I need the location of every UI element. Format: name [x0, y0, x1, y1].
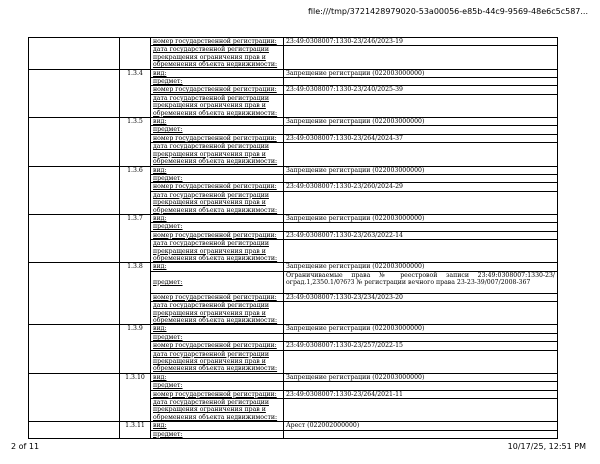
print-datetime: 10/17/25, 12:51 PM [507, 442, 586, 451]
type-value: Запрещение регистрации (022003000000) [284, 166, 558, 174]
type-value: Запрещение регистрации (022003000000) [284, 118, 558, 126]
termination-date-value [284, 143, 558, 166]
margin-cell [29, 373, 120, 421]
termination-date-value [284, 399, 558, 422]
type-value: Запрещение регистрации (022003000000) [284, 214, 558, 222]
registration-number-value: 23:49:0308007:1330-23/260/2024-29 [284, 183, 558, 191]
subject-label: предмет: [151, 382, 284, 390]
item-number: 1.3.8 [120, 263, 151, 325]
type-value: Запрещение регистрации (022003000000) [284, 325, 558, 333]
termination-date-label: дата государственной регистрации прекращения ограничения прав и обременения объекта недвижимости: [151, 94, 284, 117]
page-url: file:///tmp/3721428979020-53a00056-e85b-44c9-9569-48e6c5c587... [308, 7, 588, 16]
subject-value [284, 126, 558, 134]
item-number: 1.3.5 [120, 118, 151, 166]
margin-cell [29, 38, 120, 70]
type-label: вид: [151, 214, 284, 222]
item-number: 1.3.7 [120, 214, 151, 262]
subject-label: предмет: [151, 126, 284, 134]
registration-number-label: номер государственной регистрации: [151, 293, 284, 301]
registration-number-value: 23:49:0308007:1330-23/264/2021-11 [284, 390, 558, 398]
item-number: 1.3.9 [120, 325, 151, 373]
subject-label: предмет: [151, 223, 284, 231]
termination-date-label: дата государственной регистрации прекращения ограничения прав и обременения объекта недвижимости: [151, 46, 284, 69]
item-number: 1.3.6 [120, 166, 151, 214]
margin-cell [29, 69, 120, 117]
margin-cell [29, 214, 120, 262]
registration-number-label: номер государственной регистрации: [151, 38, 284, 46]
type-label: вид: [151, 325, 284, 333]
subject-label: предмет: [151, 430, 284, 438]
termination-date-value [284, 240, 558, 263]
type-label: вид: [151, 422, 284, 430]
type-label: вид: [151, 118, 284, 126]
subject-label: предмет: [151, 78, 284, 86]
subject-value: Ограничиваемые права № реестровой записи 23:49:0308007:1330-23/оград.1,2350.1/0?6?3 № регистрации вечного права 23-23-39/007/2008-367 [284, 271, 558, 293]
subject-value [284, 174, 558, 182]
subject-label: предмет: [151, 333, 284, 341]
registration-number-value: 23:49:0308007:1330-23/264/2024-37 [284, 134, 558, 142]
registration-number-label: номер государственной регистрации: [151, 183, 284, 191]
subject-label: предмет: [151, 271, 284, 293]
type-value: Запрещение регистрации (022003000000) [284, 69, 558, 77]
termination-date-value [284, 46, 558, 69]
subject-value [284, 382, 558, 390]
termination-date-label: дата государственной регистрации прекращения ограничения прав и обременения объекта недвижимости: [151, 143, 284, 166]
registration-number-label: номер государственной регистрации: [151, 390, 284, 398]
page-indicator: 2 of 11 [11, 442, 40, 451]
registration-number-label: номер государственной регистрации: [151, 134, 284, 142]
type-value: Запрещение регистрации (022003000000) [284, 373, 558, 381]
margin-cell [29, 263, 120, 325]
type-label: вид: [151, 373, 284, 381]
subject-value [284, 333, 558, 341]
subject-label: предмет: [151, 174, 284, 182]
termination-date-value [284, 302, 558, 325]
registration-number-value: 23:49:0308007:1330-23/263/2022-14 [284, 231, 558, 239]
margin-cell [29, 166, 120, 214]
termination-date-value [284, 191, 558, 214]
registration-number-label: номер государственной регистрации: [151, 342, 284, 350]
type-label: вид: [151, 69, 284, 77]
termination-date-value [284, 350, 558, 373]
termination-date-label: дата государственной регистрации прекращения ограничения прав и обременения объекта недвижимости: [151, 399, 284, 422]
registration-number-label: номер государственной регистрации: [151, 231, 284, 239]
margin-cell [29, 325, 120, 373]
termination-date-label: дата государственной регистрации прекращения ограничения прав и обременения объекта недвижимости: [151, 191, 284, 214]
termination-date-label: дата государственной регистрации прекращения ограничения прав и обременения объекта недвижимости: [151, 350, 284, 373]
registration-number-value: 23:49:0308007:1330-23/257/2022-15 [284, 342, 558, 350]
registration-number-value: 23:49:0308007:1330-23/234/2023-20 [284, 293, 558, 301]
item-number: 1.3.10 [120, 373, 151, 421]
margin-cell [29, 118, 120, 166]
registration-number-value: 23:49:0308007:1330-23/240/2025-39 [284, 86, 558, 94]
type-value: Запрещение регистрации (022003000000) [284, 263, 558, 271]
termination-date-label: дата государственной регистрации прекращения ограничения прав и обременения объекта недвижимости: [151, 240, 284, 263]
type-value: Арест (022002000000) [284, 422, 558, 430]
item-number: 1.3.11 [120, 422, 151, 439]
item-number: 1.3.4 [120, 69, 151, 117]
type-label: вид: [151, 166, 284, 174]
termination-date-label: дата государственной регистрации прекращения ограничения прав и обременения объекта недвижимости: [151, 302, 284, 325]
type-label: вид: [151, 263, 284, 271]
termination-date-value [284, 94, 558, 117]
registration-number-label: номер государственной регистрации: [151, 86, 284, 94]
registry-table [28, 37, 558, 439]
subject-value [284, 223, 558, 231]
registration-number-value: 23:49:0308007:1330-23/246/2023-19 [284, 38, 558, 46]
subject-value [284, 430, 558, 438]
subject-value [284, 78, 558, 86]
item-number [120, 38, 151, 70]
margin-cell [29, 422, 120, 439]
